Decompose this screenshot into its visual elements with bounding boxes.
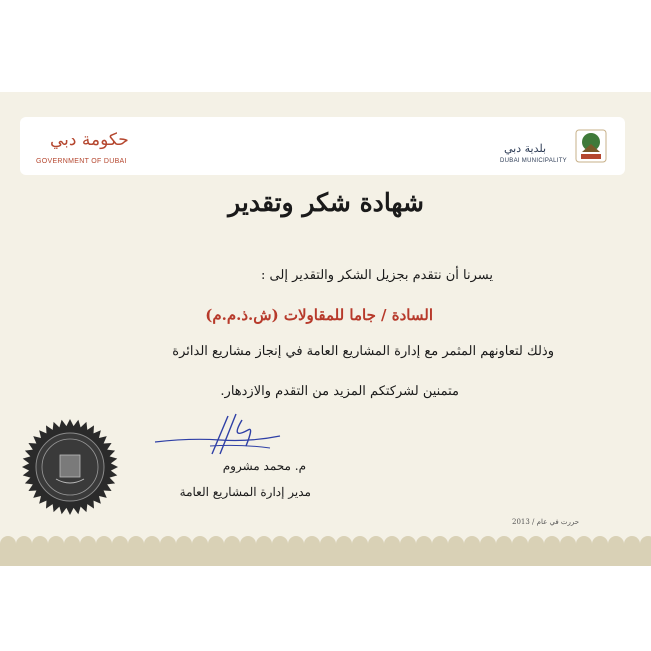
scallop [608, 536, 624, 552]
scallop [240, 536, 256, 552]
government-logo-arabic: حكومة دبي [50, 130, 129, 150]
municipality-emblem-icon [574, 126, 608, 166]
wishes-line: متمنين لشركتكم المزيد من التقدم والازدهار. [220, 384, 459, 399]
signature-icon [150, 410, 290, 460]
scallop [192, 536, 208, 552]
government-of-dubai-logo [30, 128, 150, 170]
municipality-logo-english: DUBAI MUNICIPALITY [500, 158, 567, 164]
scallop [400, 536, 416, 552]
recipient-line: السادة / جاما للمقاولات (ش.ذ.م.م) [205, 306, 433, 324]
scallop [512, 536, 528, 552]
scallop [320, 536, 336, 552]
scallop [560, 536, 576, 552]
scallop [272, 536, 288, 552]
scallop [352, 536, 368, 552]
scallop [32, 536, 48, 552]
intro-line: يسرنا أن نتقدم بجزيل الشكر والتقدير إلى : [261, 268, 493, 283]
scallop [416, 536, 432, 552]
scallop [96, 536, 112, 552]
scallop [576, 536, 592, 552]
scallop [208, 536, 224, 552]
scallop [16, 536, 32, 552]
signatory-name: م. محمد مشروم [222, 459, 306, 473]
municipality-logo-arabic: بلدية دبي [504, 142, 547, 155]
scallop [336, 536, 352, 552]
government-logo-english: GOVERNMENT OF DUBAI [36, 158, 127, 165]
scallop [592, 536, 608, 552]
scallop [448, 536, 464, 552]
scallop [544, 536, 560, 552]
scallop [304, 536, 320, 552]
scallop [384, 536, 400, 552]
scallop [432, 536, 448, 552]
seal-icon [20, 417, 120, 517]
scallop [144, 536, 160, 552]
reason-line: وذلك لتعاونهم المثمر مع إدارة المشاريع العامة في إنجاز مشاريع الدائرة [172, 344, 554, 359]
scallop [112, 536, 128, 552]
scallop [368, 536, 384, 552]
scallop [176, 536, 192, 552]
signatory-title: مدير إدارة المشاريع العامة [179, 485, 311, 499]
scallop [160, 536, 176, 552]
scallop [480, 536, 496, 552]
dubai-municipality-logo [500, 126, 620, 170]
scallop [224, 536, 240, 552]
scallop [80, 536, 96, 552]
scallop [624, 536, 640, 552]
scallop [128, 536, 144, 552]
scallop [464, 536, 480, 552]
scallop [496, 536, 512, 552]
scallop [64, 536, 80, 552]
scallop [288, 536, 304, 552]
decorative-border-icon [0, 528, 651, 566]
scallop [256, 536, 272, 552]
scallop [0, 536, 16, 552]
scallop [528, 536, 544, 552]
issue-date: حررت في عام / 2013 [512, 518, 580, 526]
certificate-title: شهادة شكر وتقدير [228, 188, 424, 217]
scallop [48, 536, 64, 552]
